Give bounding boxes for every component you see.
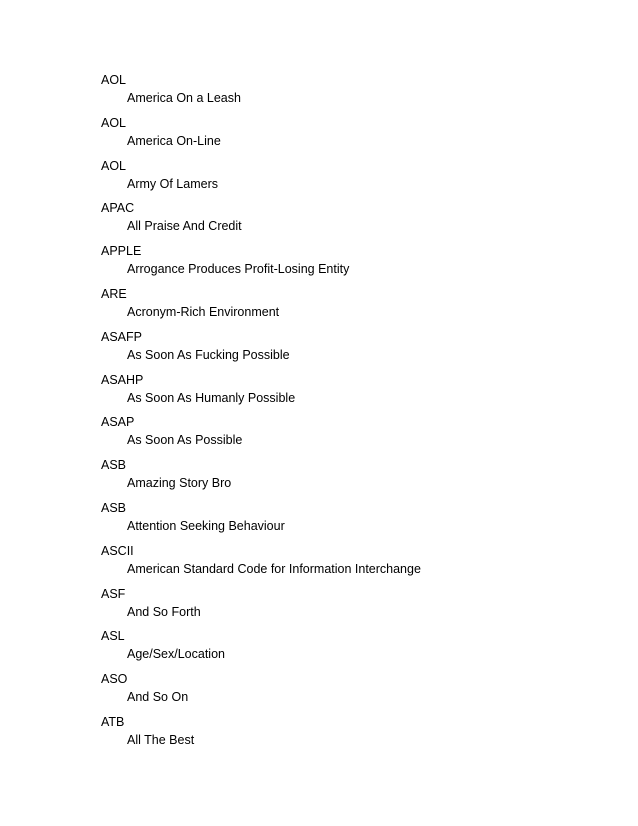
glossary-entry	[101, 499, 601, 542]
entry-term: ASO	[101, 672, 128, 687]
glossary-entry	[101, 371, 601, 414]
entry-term: ASAFP	[101, 329, 142, 344]
entry-definition: Attention Seeking Behaviour	[127, 518, 285, 533]
acronym-glossary	[101, 71, 601, 756]
entry-definition: American Standard Code for Information Interchange	[127, 561, 421, 576]
entry-term: ASB	[101, 500, 127, 515]
glossary-entry	[101, 328, 601, 371]
glossary-entry	[101, 585, 601, 628]
entry-definition: Age/Sex/Location	[127, 647, 225, 662]
entry-term: ASAP	[101, 415, 135, 430]
glossary-entry	[101, 627, 601, 670]
entry-term: APPLE	[101, 244, 142, 259]
entry-term: AOL	[101, 158, 127, 173]
entry-term: ARE	[101, 286, 127, 301]
entry-term: APAC	[101, 201, 135, 216]
glossary-entry	[101, 71, 601, 114]
glossary-entry	[101, 242, 601, 285]
entry-term: ASL	[101, 629, 125, 644]
entry-definition: And So Forth	[127, 604, 201, 619]
entry-definition: As Soon As Humanly Possible	[127, 390, 296, 405]
entry-definition: Arrogance Produces Profit-Losing Entity	[127, 262, 350, 277]
glossary-entry	[101, 413, 601, 456]
entry-term: ASAHP	[101, 372, 144, 387]
entry-term: AOL	[101, 73, 127, 87]
glossary-entry	[101, 157, 601, 200]
entry-definition: All Praise And Credit	[127, 219, 242, 234]
glossary-entry	[101, 456, 601, 499]
entry-term: ASB	[101, 458, 127, 473]
entry-definition: America On a Leash	[127, 91, 241, 105]
entry-definition: Amazing Story Bro	[127, 476, 232, 491]
entry-definition: Acronym-Rich Environment	[127, 304, 280, 319]
glossary-entry	[101, 114, 601, 157]
entry-term: ATB	[101, 714, 125, 729]
glossary-entry	[101, 285, 601, 328]
glossary-entry	[101, 199, 601, 242]
entry-definition: All The Best	[127, 732, 195, 747]
glossary-entry	[101, 670, 601, 713]
entry-definition: Army Of Lamers	[127, 176, 218, 191]
entry-definition: And So On	[127, 690, 189, 705]
entry-term: ASCII	[101, 543, 134, 558]
entry-term: ASF	[101, 586, 126, 601]
entry-definition: As Soon As Fucking Possible	[127, 347, 290, 362]
entry-definition: America On-Line	[127, 133, 221, 148]
glossary-entry	[101, 713, 601, 756]
entry-definition: As Soon As Possible	[127, 433, 243, 448]
entry-term: AOL	[101, 115, 127, 130]
glossary-entry	[101, 542, 601, 585]
